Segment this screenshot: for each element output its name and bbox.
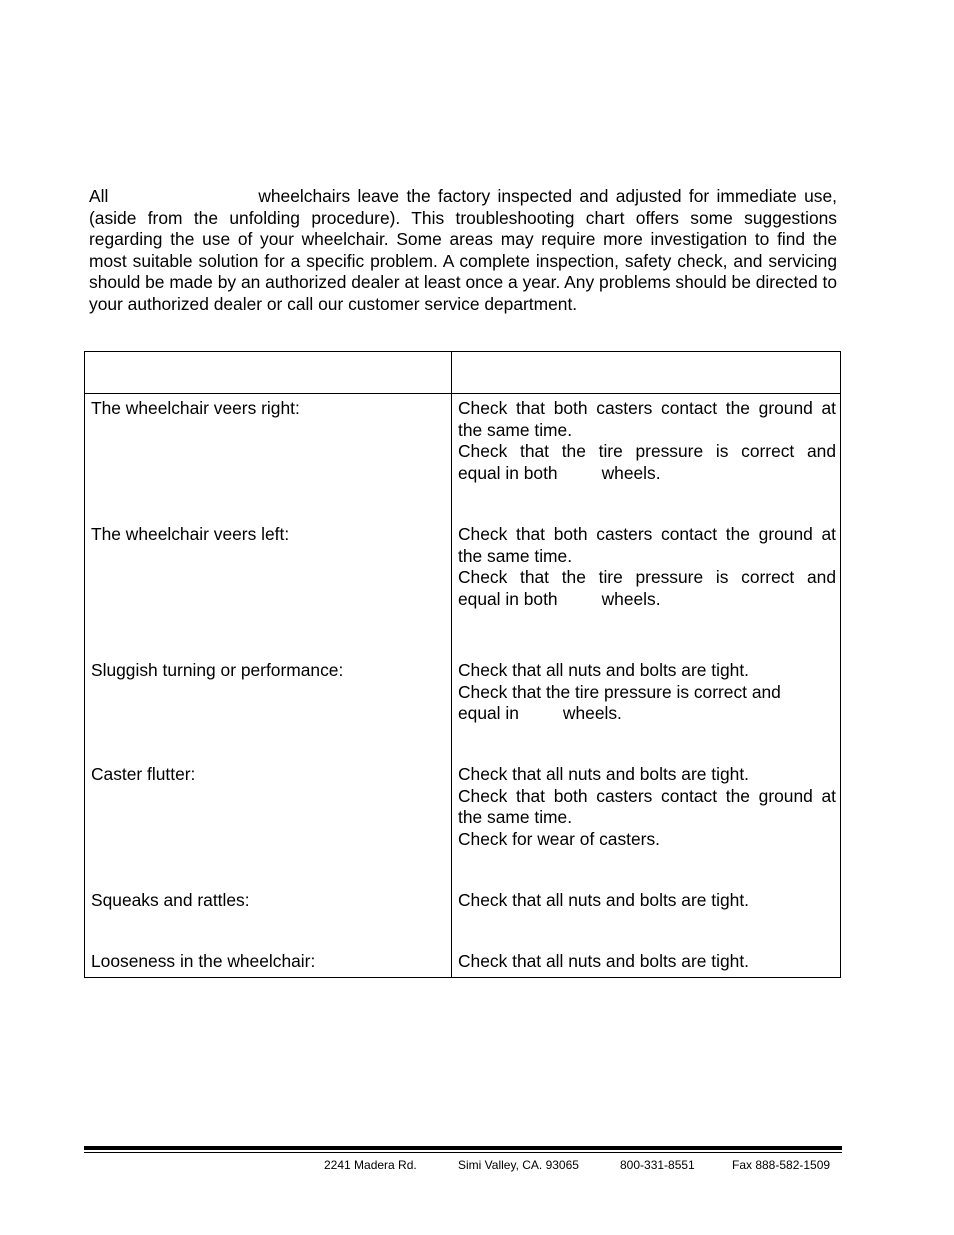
solution-line <box>458 463 836 485</box>
footer-phone: 800-331-8551 <box>620 1158 695 1172</box>
solution-line <box>458 703 836 725</box>
solution-line: Check that all nuts and bolts are tight. <box>458 951 749 971</box>
footer-city: Simi Valley, CA. 93065 <box>458 1158 579 1172</box>
solution-line-end: wheels. <box>601 462 661 483</box>
solution-line: Check that both casters contact the ground at <box>458 524 836 544</box>
solution-cell <box>458 890 836 912</box>
intro-lead: All <box>89 186 109 206</box>
problem-cell: Caster flutter: <box>91 764 196 784</box>
solution-line: the same time. <box>458 545 573 566</box>
footer-rule-thick <box>84 1146 842 1150</box>
solution-cell <box>458 951 836 973</box>
solution-line-start: equal in both <box>458 588 558 609</box>
solution-cell <box>458 660 836 725</box>
problem-cell: Squeaks and rattles: <box>91 890 250 910</box>
intro-text: wheelchairs leave the factory inspected and adjusted for immediate use, (aside from the unfolding procedure). This troubleshooting chart offers some suggestions regarding the use of your wheelchair. Some areas may require more investigation to find the most suitable solution for a specific problem. A complete inspection, safety check, and servicing should be made by an authorized dealer at least once a year. Any problems should be directed to your authorized dealer or call our customer service department. <box>89 186 837 314</box>
solution-line: Check that both casters contact the ground at <box>458 785 836 806</box>
solution-line: Check that all nuts and bolts are tight. <box>458 890 749 910</box>
solution-line: Check for wear of casters. <box>458 828 660 849</box>
solution-line-start: equal in <box>458 703 519 724</box>
footer-address: 2241 Madera Rd. <box>324 1158 417 1172</box>
solution-line: Check that both casters contact the ground at <box>458 398 836 418</box>
solution-line: the same time. <box>458 807 573 828</box>
solution-line-end: wheels. <box>562 703 622 724</box>
solution-line-end: wheels. <box>601 588 661 609</box>
solution-line: Check that all nuts and bolts are tight. <box>458 660 749 680</box>
chart-header-divider <box>85 393 840 394</box>
problem-cell: The wheelchair veers left: <box>91 524 290 544</box>
solution-line: Check that the tire pressure is correct and <box>458 681 781 702</box>
solution-line: Check that the tire pressure is correct and <box>458 441 836 462</box>
intro-paragraph <box>89 186 837 316</box>
solution-cell <box>458 524 836 610</box>
solution-line: the same time. <box>458 419 573 440</box>
problem-cell: The wheelchair veers right: <box>91 398 300 418</box>
solution-line <box>458 589 836 611</box>
solution-cell <box>458 764 836 850</box>
footer-rule-thin <box>84 1152 842 1153</box>
solution-cell <box>458 398 836 484</box>
problem-cell: Looseness in the wheelchair: <box>91 951 316 971</box>
solution-line: Check that all nuts and bolts are tight. <box>458 764 749 784</box>
solution-line: Check that the tire pressure is correct and <box>458 567 836 588</box>
solution-line-start: equal in both <box>458 462 558 483</box>
footer-fax: Fax 888-582-1509 <box>732 1158 831 1172</box>
problem-cell: Sluggish turning or performance: <box>91 660 344 680</box>
troubleshooting-chart <box>84 351 841 978</box>
chart-column-divider <box>451 352 452 977</box>
